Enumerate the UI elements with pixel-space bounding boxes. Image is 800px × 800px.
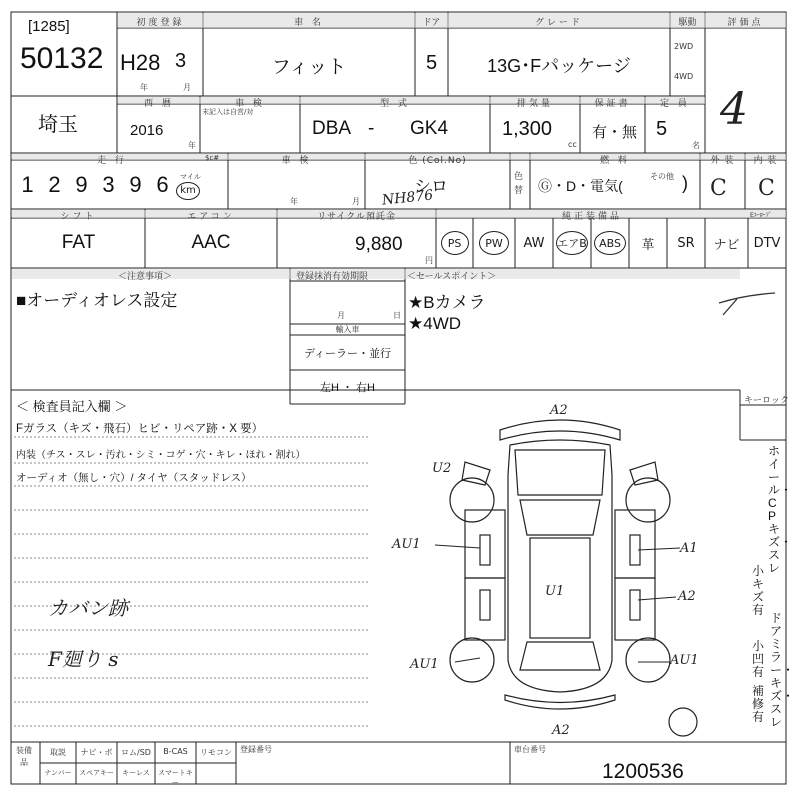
mark-left-1: AU1 — [392, 537, 421, 552]
car-diagram — [380, 400, 740, 740]
bottom-equip-8: スマートキー — [158, 769, 193, 787]
model-prefix: DBA — [312, 118, 352, 139]
warranty-value: 有・無 — [592, 124, 638, 141]
capacity-unit: 名 — [692, 141, 700, 150]
right-text-3: 小キズ有 — [752, 564, 765, 617]
bottom-equip-3: B-CAS — [163, 747, 188, 756]
equip-aw: AW — [523, 235, 545, 251]
interior-value: C — [758, 176, 775, 201]
color-value: シロ — [414, 177, 448, 196]
color-label: 色 (Col.No) — [408, 156, 467, 166]
registration-month-unit: 月 — [183, 83, 191, 92]
right-text-2: ドアミラー・キズ・スレ — [770, 611, 795, 729]
mileage-digit: 6 — [156, 172, 169, 197]
fuel-label: 燃 料 — [600, 156, 630, 166]
equip-dtv: DTV — [753, 235, 781, 251]
displacement-unit: cc — [568, 140, 577, 149]
inspection-expiry-year: 年 — [290, 197, 298, 206]
mileage-unit: km — [176, 182, 200, 200]
mileage-digit: 2 — [48, 172, 61, 197]
score-value: 4 — [720, 84, 748, 135]
mileage-digit: 9 — [129, 172, 142, 197]
grade-value: 13G･Fパッケージ — [487, 56, 631, 76]
recycle-value: 9,880 — [355, 234, 403, 255]
shift-label: シフト — [60, 212, 97, 222]
equip-sr: SR — [677, 235, 695, 251]
chassis-value: 1200536 — [602, 760, 684, 783]
mileage-label: 走 行 — [97, 156, 127, 166]
doors-value: 5 — [425, 52, 438, 74]
score-label: 評価点 — [727, 18, 764, 28]
mileage-digit: 1 — [21, 172, 34, 197]
equip-pw-label: PW — [479, 231, 509, 255]
drive-label: 駆動 — [678, 18, 697, 28]
bottom-equip-5: ナンバー — [44, 769, 72, 777]
color-change-label: 色替 — [514, 172, 524, 196]
inspection-label: 車 検 — [235, 99, 265, 109]
right-text-5: 補修有 — [752, 684, 765, 724]
handwritten-mark — [715, 285, 785, 325]
registration-label: 初度登録 — [136, 18, 185, 28]
inspector-line-3: オーディオ（無し・穴）/ タイヤ（スタッドレス） — [16, 472, 252, 484]
sales-point-1: ★Bカメラ — [408, 293, 486, 312]
inspection-note: 末記入は自営/対 — [202, 108, 254, 116]
vehicle-name-label: 車 名 — [294, 18, 324, 28]
western-year-value: 2016 — [130, 122, 164, 139]
mark-top: A2 — [550, 403, 568, 418]
mark-right-3: AU1 — [670, 653, 699, 668]
bottom-col-label: 装備品 — [16, 746, 32, 767]
western-year-label: 西 暦 — [144, 99, 174, 109]
registration-era-year: H28 — [120, 50, 161, 75]
bottom-equip-4: リモコン — [200, 748, 232, 757]
exterior-value: C — [710, 176, 727, 201]
mark-bottom: A2 — [552, 723, 570, 738]
mileage-digit: 3 — [102, 172, 115, 197]
capacity-label: 定 員 — [660, 99, 690, 109]
model-dash: - — [368, 118, 375, 139]
exterior-label: 外 装 — [710, 156, 735, 166]
equip-pw — [473, 218, 515, 268]
mark-right-1: A1 — [680, 541, 698, 556]
shift-value: FAT — [61, 232, 96, 253]
keyless-label: キーロック — [744, 396, 789, 406]
import-steering: 左H ・ 右H — [320, 382, 375, 394]
drive-2wd: 2WD — [674, 42, 694, 51]
displacement-value: 1,300 — [502, 118, 553, 140]
equip-airbag-label: エアB — [556, 231, 588, 255]
doors-label: ドア — [422, 18, 441, 28]
import-label: 輸入車 — [335, 325, 360, 334]
fuel-close: ) — [682, 173, 688, 193]
warranty-label: 保証書 — [594, 99, 631, 109]
bottom-equip-2: ロム/SD — [121, 748, 151, 757]
recycle-label: リサイクル預託金 — [317, 212, 396, 222]
bottom-row1-first: 取説 — [50, 748, 66, 757]
fuel-value: Ⓖ・D・電気( — [538, 178, 623, 194]
displacement-label: 排気量 — [516, 99, 553, 109]
western-year-unit: 年 — [188, 141, 196, 150]
fuel-other: その他 — [650, 172, 674, 181]
drive-4wd: 4WD — [674, 72, 694, 81]
equip-abs-label: ABS — [594, 231, 626, 255]
equipment-label: 純正装備品 — [561, 212, 622, 222]
sales-point-2: ★4WD — [408, 314, 462, 333]
equip-navi: ナビ — [713, 237, 740, 253]
import-dealer: ディーラー・並行 — [303, 348, 392, 360]
grade-label: グレード — [534, 18, 583, 28]
inspector-line-2: 内装（チス・スレ・汚れ・シミ・コゲ・穴・キレ・ほれ・割れ） — [16, 450, 306, 461]
prefecture: 埼玉 — [38, 114, 78, 136]
mark-top-left: U2 — [432, 461, 452, 476]
capacity-value: 5 — [656, 118, 668, 140]
inspection-expiry-month: 月 — [352, 197, 360, 206]
mark-right-2: A2 — [678, 589, 696, 604]
equip-ps — [436, 218, 473, 268]
aircon-value: AAC — [191, 232, 231, 253]
handwritten-note-1: カバン跡 — [48, 596, 128, 620]
vehicle-name: フィット — [271, 57, 347, 78]
right-text-4: 小凹有 — [752, 639, 765, 679]
right-text-1: ホイール・CPキズ・スレ — [768, 444, 793, 575]
bottom-equip-1: ナビ・ボ — [80, 748, 113, 757]
aircon-label: エアコン — [187, 212, 235, 222]
sales-points-label: ＜セールスポイント＞ — [407, 272, 497, 282]
lot-number: 50132 — [20, 42, 104, 75]
chassis-label: 車台番号 — [514, 745, 546, 754]
inspector-title: ＜ 検査員記入欄 ＞ — [16, 399, 128, 414]
inspector-line-1: Fガラス（キズ・飛石）ヒビ・リペア跡・X 要） — [16, 423, 264, 435]
reg-number-label: 登録番号 — [240, 745, 272, 754]
equipment-side-label: Eﾕｰﾛｰﾌﾟ — [750, 212, 772, 219]
reg-expiry-label: 登録抹消有効期限 — [296, 272, 369, 282]
registration-year-unit: 年 — [140, 83, 148, 92]
notes-label: ＜注意事項＞ — [118, 272, 173, 282]
equip-abs — [591, 218, 629, 268]
mileage-digit: 9 — [75, 172, 88, 197]
mileage-digits — [14, 172, 176, 198]
mileage-meter-label: $c# — [205, 154, 220, 162]
interior-label: 内 装 — [753, 156, 778, 166]
registration-month: 3 — [175, 50, 187, 72]
notes-item: ■オーディオレス設定 — [16, 291, 178, 310]
recycle-unit: 円 — [425, 256, 433, 265]
equip-leather: 革 — [641, 237, 655, 253]
mark-left-2: AU1 — [410, 657, 439, 672]
lot-header: [1285] — [28, 18, 70, 35]
equip-airbag — [553, 218, 591, 268]
bottom-equip-7: キーレス — [122, 769, 150, 777]
equip-ps-label: PS — [441, 231, 469, 255]
inspection-expiry-label: 車 検 — [281, 156, 312, 166]
mark-center: U1 — [545, 584, 565, 599]
bottom-equip-6: スペアキー — [79, 769, 114, 777]
mileage-unit-top: マイル — [180, 173, 201, 181]
handwritten-note-2: F廻り s — [48, 647, 119, 671]
model-label: 型 式 — [380, 99, 410, 109]
reg-expiry-month: 月 — [337, 311, 345, 320]
color-code: NH876 — [381, 187, 434, 209]
model-code: GK4 — [410, 118, 449, 139]
reg-expiry-day: 日 — [393, 311, 401, 320]
